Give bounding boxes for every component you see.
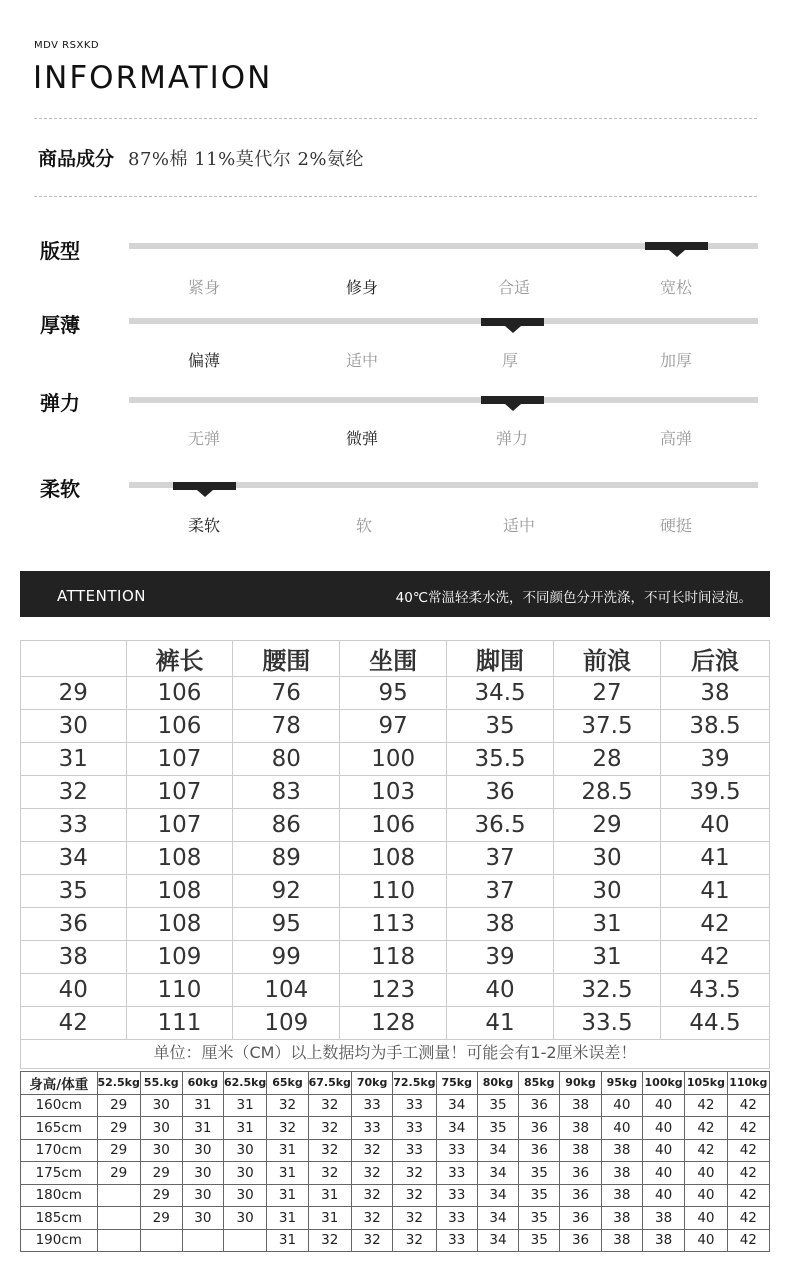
fit-table-cell: [223, 1229, 266, 1252]
fit-table-header-cell: 70kg: [351, 1072, 392, 1095]
size-table-cell: 35: [21, 875, 127, 908]
fit-table-cell: 30: [140, 1117, 182, 1140]
fit-table-cell: 40: [642, 1117, 684, 1140]
fit-table-header-cell: 80kg: [477, 1072, 518, 1095]
fit-table-cell: 33: [436, 1207, 477, 1230]
fit-table-cell: 30: [182, 1162, 223, 1185]
attr-fit-marker: [645, 242, 708, 250]
size-table-row: [21, 875, 770, 908]
size-table-cell: 128: [340, 1007, 447, 1040]
size-table-cell: 83: [233, 776, 340, 809]
size-table-cell: 30: [21, 710, 127, 743]
fit-table-cell: 40: [642, 1094, 684, 1117]
fit-table-cell: 29: [97, 1162, 140, 1185]
size-table-cell: 39: [447, 941, 554, 974]
fit-table-cell: [97, 1184, 140, 1207]
attr-thickness-option: 适中: [345, 351, 378, 370]
size-table-header-cell: 裤长: [126, 641, 233, 677]
fit-table-cell: 32: [308, 1094, 351, 1117]
fit-table-cell: 42: [727, 1184, 769, 1207]
fit-table-row: [21, 1184, 770, 1207]
size-table-cell: 31: [554, 941, 661, 974]
fit-table-cell: 32: [393, 1184, 436, 1207]
size-table-cell: 43.5: [661, 974, 770, 1007]
fit-table-cell: 35: [477, 1094, 518, 1117]
attr-thickness-option: 偏薄: [187, 351, 220, 370]
size-table-header-cell: 脚围: [447, 641, 554, 677]
fit-table-cell: 40: [685, 1162, 727, 1185]
fit-table-header-cell: 身高/体重: [21, 1072, 98, 1095]
fit-table-cell: 38: [601, 1162, 642, 1185]
fit-table-header-cell: 105kg: [685, 1072, 727, 1095]
attention-bar: [20, 571, 770, 617]
attr-fit-option: 修身: [345, 278, 378, 297]
attention-text: 40℃常温轻柔水洗，不同颜色分开洗涤，不可长时间浸泡。: [395, 590, 752, 606]
fit-table-cell: 31: [267, 1162, 308, 1185]
fit-table-cell: [140, 1229, 182, 1252]
composition-row: [38, 144, 364, 171]
fit-table-cell: 29: [140, 1162, 182, 1185]
size-table-row: [21, 776, 770, 809]
fit-table-cell: 40: [685, 1229, 727, 1252]
fit-table-row: [21, 1229, 770, 1252]
attr-thickness-track: [129, 318, 758, 324]
fit-table-cell: 33: [436, 1162, 477, 1185]
size-table-cell: 106: [340, 809, 447, 842]
size-table-cell: 97: [340, 710, 447, 743]
fit-table-header-cell: 65kg: [267, 1072, 308, 1095]
size-table-cell: 37: [447, 875, 554, 908]
size-table-cell: 40: [447, 974, 554, 1007]
attr-thickness-option: 厚: [501, 351, 518, 370]
fit-table-cell: 42: [727, 1117, 769, 1140]
size-table-cell: 109: [233, 1007, 340, 1040]
size-table-cell: 108: [340, 842, 447, 875]
fit-table-cell: 29: [97, 1139, 140, 1162]
fit-table-cell: 34: [477, 1184, 518, 1207]
size-table-cell: 111: [126, 1007, 233, 1040]
size-table-cell: 106: [126, 677, 233, 710]
fit-table-cell: 31: [267, 1184, 308, 1207]
size-table-header-cell: 后浪: [661, 641, 770, 677]
attr-softness-option: 软: [355, 516, 372, 535]
attr-softness-marker: [173, 482, 236, 490]
size-table-cell: 37.5: [554, 710, 661, 743]
fit-table-cell: 38: [601, 1184, 642, 1207]
fit-table-cell: 190cm: [21, 1229, 98, 1252]
fit-table-row: [21, 1094, 770, 1117]
attr-elasticity-option: 微弹: [345, 429, 378, 448]
size-table-row: [21, 677, 770, 710]
size-table-cell: 28: [554, 743, 661, 776]
size-table-cell: 99: [233, 941, 340, 974]
fit-table-cell: 36: [560, 1162, 601, 1185]
size-table-cell: 42: [661, 941, 770, 974]
fit-table-header-cell: 110kg: [727, 1072, 769, 1095]
fit-table-cell: 32: [308, 1139, 351, 1162]
fit-table-cell: 34: [477, 1162, 518, 1185]
attention-label: ATTENTION: [57, 587, 146, 605]
fit-table-cell: 40: [685, 1184, 727, 1207]
attr-fit-option: 紧身: [187, 278, 220, 297]
size-table-cell: 40: [21, 974, 127, 1007]
fit-table-cell: 30: [223, 1207, 266, 1230]
size-table-cell: 76: [233, 677, 340, 710]
fit-table-cell: 30: [223, 1184, 266, 1207]
fit-table-cell: 40: [601, 1117, 642, 1140]
fit-table-cell: 34: [436, 1094, 477, 1117]
attr-elasticity-option: 高弹: [659, 429, 692, 448]
fit-table-cell: 42: [727, 1207, 769, 1230]
fit-table-cell: [97, 1207, 140, 1230]
fit-table-cell: 36: [519, 1094, 560, 1117]
attr-softness-label: 柔软: [40, 477, 80, 501]
fit-table-cell: 38: [601, 1139, 642, 1162]
fit-table-cell: 31: [267, 1207, 308, 1230]
size-table-cell: 40: [661, 809, 770, 842]
size-table-row: [21, 908, 770, 941]
fit-table-cell: 42: [685, 1139, 727, 1162]
attr-elasticity-option: 无弹: [187, 429, 220, 448]
size-table-cell: 34.5: [447, 677, 554, 710]
fit-table-cell: 38: [560, 1094, 601, 1117]
fit-table-header-cell: 62.5kg: [223, 1072, 266, 1095]
size-table-cell: 104: [233, 974, 340, 1007]
fit-table-cell: 175cm: [21, 1162, 98, 1185]
fit-table-cell: 32: [393, 1229, 436, 1252]
fit-table-cell: 30: [140, 1094, 182, 1117]
size-table-header-cell: [21, 641, 127, 677]
fit-table-cell: [97, 1229, 140, 1252]
fit-table-row: [21, 1139, 770, 1162]
size-table-cell: 109: [126, 941, 233, 974]
fit-table-cell: 40: [642, 1139, 684, 1162]
size-table-cell: 103: [340, 776, 447, 809]
size-table-cell: 30: [554, 875, 661, 908]
fit-table-cell: 32: [308, 1117, 351, 1140]
size-table-cell: 110: [126, 974, 233, 1007]
size-table-cell: 107: [126, 776, 233, 809]
fit-table-cell: 35: [477, 1117, 518, 1140]
size-table-cell: 89: [233, 842, 340, 875]
size-table-cell: 106: [126, 710, 233, 743]
size-table-cell: 107: [126, 743, 233, 776]
size-table-cell: 118: [340, 941, 447, 974]
fit-table-cell: 34: [477, 1207, 518, 1230]
size-table-cell: 78: [233, 710, 340, 743]
fit-table-cell: 35: [519, 1207, 560, 1230]
fit-table-cell: 40: [601, 1094, 642, 1117]
size-table-cell: 39: [661, 743, 770, 776]
fit-table-cell: 42: [727, 1094, 769, 1117]
size-table-cell: 36.5: [447, 809, 554, 842]
fit-table-cell: 42: [727, 1162, 769, 1185]
fit-table-cell: 38: [642, 1207, 684, 1230]
fit-table-cell: 32: [351, 1229, 392, 1252]
fit-table-cell: 33: [436, 1184, 477, 1207]
attr-fit-label: 版型: [40, 239, 80, 263]
size-table-cell: 28.5: [554, 776, 661, 809]
size-table-cell: 108: [126, 875, 233, 908]
fit-table-cell: 36: [560, 1184, 601, 1207]
fit-table-cell: 30: [140, 1139, 182, 1162]
fit-table-cell: 31: [182, 1117, 223, 1140]
fit-table-cell: 32: [351, 1184, 392, 1207]
fit-table-cell: 33: [393, 1117, 436, 1140]
fit-table-cell: 34: [477, 1139, 518, 1162]
size-table-cell: 38.5: [661, 710, 770, 743]
size-table-row: [21, 974, 770, 1007]
size-table-cell: 41: [661, 842, 770, 875]
fit-table-cell: 32: [267, 1094, 308, 1117]
size-table-header-cell: 坐围: [340, 641, 447, 677]
fit-table-cell: 38: [560, 1117, 601, 1140]
fit-table-cell: 32: [351, 1207, 392, 1230]
size-table-cell: 95: [233, 908, 340, 941]
size-table-row: [21, 743, 770, 776]
fit-table-cell: 33: [351, 1094, 392, 1117]
fit-table-cell: 40: [642, 1162, 684, 1185]
size-table-cell: 37: [447, 842, 554, 875]
size-table-cell: 38: [21, 941, 127, 974]
fit-table-header-cell: 85kg: [519, 1072, 560, 1095]
fit-table-cell: 38: [601, 1207, 642, 1230]
divider: [34, 118, 757, 119]
fit-table-cell: 31: [223, 1094, 266, 1117]
size-table-cell: 32.5: [554, 974, 661, 1007]
size-table-cell: 32: [21, 776, 127, 809]
size-table-cell: 95: [340, 677, 447, 710]
attr-softness-option: 柔软: [187, 516, 220, 535]
fit-table-cell: 36: [560, 1229, 601, 1252]
size-table-cell: 107: [126, 809, 233, 842]
fit-table-header-cell: 60kg: [182, 1072, 223, 1095]
fit-table-header-row: [21, 1072, 770, 1095]
fit-table-cell: 170cm: [21, 1139, 98, 1162]
size-table-cell: 92: [233, 875, 340, 908]
divider: [34, 196, 757, 197]
fit-table-cell: 40: [685, 1207, 727, 1230]
attr-thickness-option: 加厚: [659, 351, 692, 370]
size-table-cell: 29: [554, 809, 661, 842]
fit-table-cell: 30: [223, 1162, 266, 1185]
size-table-cell: 33.5: [554, 1007, 661, 1040]
fit-table-cell: 32: [267, 1117, 308, 1140]
fit-table-cell: 35: [519, 1162, 560, 1185]
fit-table-cell: 165cm: [21, 1117, 98, 1140]
fit-table-cell: [182, 1229, 223, 1252]
size-table: [20, 640, 770, 1040]
fit-table-cell: 36: [519, 1139, 560, 1162]
fit-table-header-cell: 55.kg: [140, 1072, 182, 1095]
attr-fit-option: 宽松: [659, 278, 692, 297]
fit-table-cell: 33: [393, 1094, 436, 1117]
attr-elasticity-option: 弹力: [495, 429, 528, 448]
fit-table-cell: 32: [308, 1229, 351, 1252]
fit-table-cell: 32: [351, 1162, 392, 1185]
fit-table-cell: 38: [601, 1229, 642, 1252]
fit-table-cell: 29: [140, 1207, 182, 1230]
size-table-cell: 36: [21, 908, 127, 941]
attr-thickness-marker: [481, 318, 544, 326]
attr-fit-option: 合适: [497, 278, 530, 297]
size-table-cell: 27: [554, 677, 661, 710]
size-table-note: 单位：厘米（CM）以上数据均为手工测量！可能会有1-2厘米误差！: [20, 1037, 770, 1069]
fit-table-cell: 30: [182, 1207, 223, 1230]
attr-softness-option: 硬挺: [659, 516, 692, 535]
size-table-cell: 44.5: [661, 1007, 770, 1040]
fit-table-header-cell: 75kg: [436, 1072, 477, 1095]
fit-table-cell: 42: [685, 1117, 727, 1140]
fit-table-cell: 33: [393, 1139, 436, 1162]
fit-table-cell: 34: [436, 1117, 477, 1140]
fit-table-header-cell: 52.5kg: [97, 1072, 140, 1095]
fit-table-cell: 38: [642, 1229, 684, 1252]
size-table-header-cell: 前浪: [554, 641, 661, 677]
composition-value: 87%棉 11%莫代尔 2%氨纶: [128, 149, 365, 170]
fit-table-cell: 30: [182, 1139, 223, 1162]
attr-elasticity-track: [129, 397, 758, 403]
fit-table-header-cell: 72.5kg: [393, 1072, 436, 1095]
fit-table-cell: 160cm: [21, 1094, 98, 1117]
fit-table-header-cell: 67.5kg: [308, 1072, 351, 1095]
size-table-cell: 113: [340, 908, 447, 941]
size-table-cell: 34: [21, 842, 127, 875]
fit-table-cell: 29: [140, 1184, 182, 1207]
fit-table-cell: 185cm: [21, 1207, 98, 1230]
size-table-cell: 35.5: [447, 743, 554, 776]
size-table-cell: 86: [233, 809, 340, 842]
fit-table-cell: 180cm: [21, 1184, 98, 1207]
size-table-header-row: [21, 641, 770, 677]
size-table-cell: 38: [661, 677, 770, 710]
brand-logo-text: MDV RSXKD: [34, 40, 100, 51]
size-table-cell: 108: [126, 908, 233, 941]
size-table-cell: 42: [21, 1007, 127, 1040]
fit-table-cell: 36: [560, 1207, 601, 1230]
fit-table-cell: 40: [642, 1184, 684, 1207]
fit-table-row: [21, 1207, 770, 1230]
size-table-cell: 38: [447, 908, 554, 941]
size-table-header-cell: 腰围: [233, 641, 340, 677]
size-table-row: [21, 842, 770, 875]
composition-label: 商品成分: [38, 148, 115, 170]
size-table-cell: 42: [661, 908, 770, 941]
fit-table-cell: 42: [685, 1094, 727, 1117]
attr-thickness-label: 厚薄: [40, 313, 80, 337]
fit-table-cell: 29: [97, 1117, 140, 1140]
size-table-cell: 31: [554, 908, 661, 941]
size-table-row: [21, 710, 770, 743]
fit-table-cell: 32: [308, 1162, 351, 1185]
size-table-cell: 35: [447, 710, 554, 743]
attr-elasticity-marker: [481, 396, 544, 404]
size-table-cell: 29: [21, 677, 127, 710]
fit-table-cell: 29: [97, 1094, 140, 1117]
fit-table-cell: 35: [519, 1229, 560, 1252]
fit-table-cell: 33: [436, 1229, 477, 1252]
fit-table-cell: 42: [727, 1139, 769, 1162]
size-table-cell: 39.5: [661, 776, 770, 809]
fit-table-header-cell: 100kg: [642, 1072, 684, 1095]
attr-softness-option: 适中: [502, 516, 535, 535]
fit-table-cell: 35: [519, 1184, 560, 1207]
fit-table-cell: 42: [727, 1229, 769, 1252]
fit-table-header-cell: 90kg: [560, 1072, 601, 1095]
size-table-cell: 123: [340, 974, 447, 1007]
size-table-cell: 30: [554, 842, 661, 875]
fit-table-cell: 31: [267, 1139, 308, 1162]
fit-table-cell: 34: [477, 1229, 518, 1252]
attr-elasticity-label: 弹力: [40, 391, 80, 415]
fit-table-cell: 31: [267, 1229, 308, 1252]
size-table-cell: 41: [447, 1007, 554, 1040]
fit-table-cell: 30: [223, 1139, 266, 1162]
size-table-cell: 41: [661, 875, 770, 908]
size-table-cell: 36: [447, 776, 554, 809]
fit-table-cell: 30: [182, 1184, 223, 1207]
size-table-cell: 33: [21, 809, 127, 842]
size-table-cell: 110: [340, 875, 447, 908]
fit-table-cell: 31: [182, 1094, 223, 1117]
fit-table: [20, 1071, 770, 1252]
page-title: INFORMATION: [33, 60, 273, 96]
size-table-cell: 80: [233, 743, 340, 776]
fit-table-cell: 31: [308, 1207, 351, 1230]
fit-table-cell: 33: [436, 1139, 477, 1162]
size-table-cell: 31: [21, 743, 127, 776]
fit-table-cell: 38: [560, 1139, 601, 1162]
fit-table-header-cell: 95kg: [601, 1072, 642, 1095]
fit-table-cell: 31: [308, 1184, 351, 1207]
fit-table-cell: 32: [393, 1162, 436, 1185]
size-table-row: [21, 1007, 770, 1040]
fit-table-cell: 33: [351, 1117, 392, 1140]
fit-table-cell: 32: [393, 1207, 436, 1230]
size-table-row: [21, 809, 770, 842]
fit-table-cell: 32: [351, 1139, 392, 1162]
fit-table-cell: 36: [519, 1117, 560, 1140]
size-table-cell: 108: [126, 842, 233, 875]
fit-table-row: [21, 1162, 770, 1185]
size-table-cell: 100: [340, 743, 447, 776]
fit-table-row: [21, 1117, 770, 1140]
fit-table-cell: 31: [223, 1117, 266, 1140]
size-table-row: [21, 941, 770, 974]
